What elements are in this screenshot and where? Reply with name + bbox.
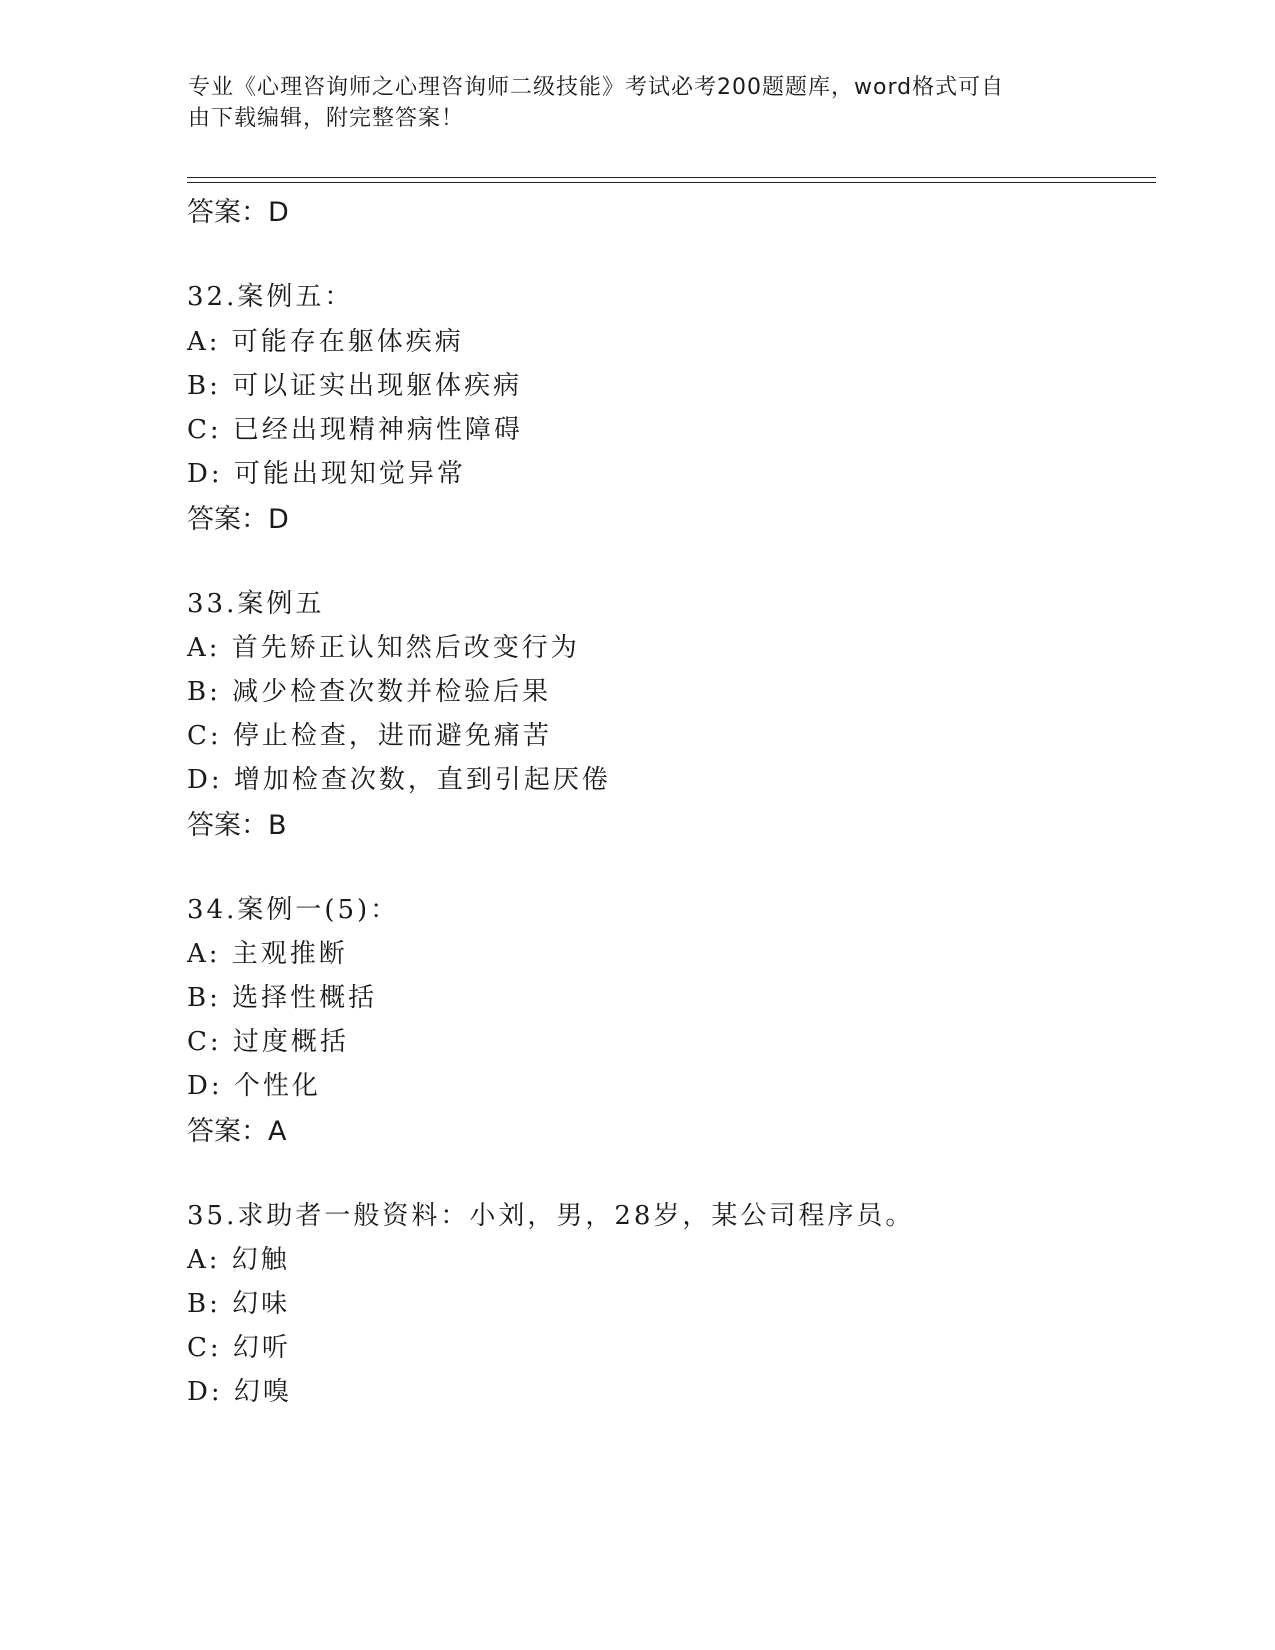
option-d: D: 个性化 bbox=[187, 1071, 321, 1101]
option-d: D: 可能出现知觉异常 bbox=[187, 459, 466, 489]
header-line-1: 专业《心理咨询师之心理咨询师二级技能》考试必考200题题库，word格式可自 bbox=[188, 75, 1005, 100]
answer-line: 答案：A bbox=[187, 1116, 287, 1147]
option-d: D: 增加检查次数，直到引起厌倦 bbox=[187, 765, 611, 795]
option-b: B: 减少检查次数并检验后果 bbox=[187, 677, 552, 707]
question-title: 35.求助者一般资料：小刘，男，28岁，某公司程序员。 bbox=[187, 1201, 915, 1231]
option-a: A: 幻触 bbox=[187, 1245, 290, 1275]
header-divider bbox=[187, 177, 1156, 178]
answer-line: 答案：D bbox=[187, 197, 289, 228]
option-b: B: 选择性概括 bbox=[187, 983, 378, 1013]
question-title: 34.案例一(5)： bbox=[187, 895, 400, 925]
answer-line: 答案：B bbox=[187, 810, 287, 841]
option-c: C: 过度概括 bbox=[187, 1027, 349, 1057]
option-c: C: 幻听 bbox=[187, 1333, 291, 1363]
option-b: B: 可以证实出现躯体疾病 bbox=[187, 371, 523, 401]
answer-line: 答案：D bbox=[187, 504, 289, 535]
question-title: 33.案例五 bbox=[187, 589, 325, 619]
header-divider-secondary bbox=[187, 182, 1156, 183]
document-header bbox=[188, 72, 1088, 134]
option-d: D: 幻嗅 bbox=[187, 1377, 292, 1407]
option-b: B: 幻味 bbox=[187, 1289, 291, 1319]
option-c: C: 停止检查，进而避免痛苦 bbox=[187, 721, 552, 751]
option-a: A: 可能存在躯体疾病 bbox=[187, 327, 464, 357]
option-a: A: 主观推断 bbox=[187, 939, 348, 969]
option-a: A: 首先矫正认知然后改变行为 bbox=[187, 633, 580, 663]
option-c: C: 已经出现精神病性障碍 bbox=[187, 415, 523, 445]
question-title: 32.案例五： bbox=[187, 282, 354, 312]
header-line-2: 由下载编辑，附完整答案！ bbox=[188, 106, 465, 131]
